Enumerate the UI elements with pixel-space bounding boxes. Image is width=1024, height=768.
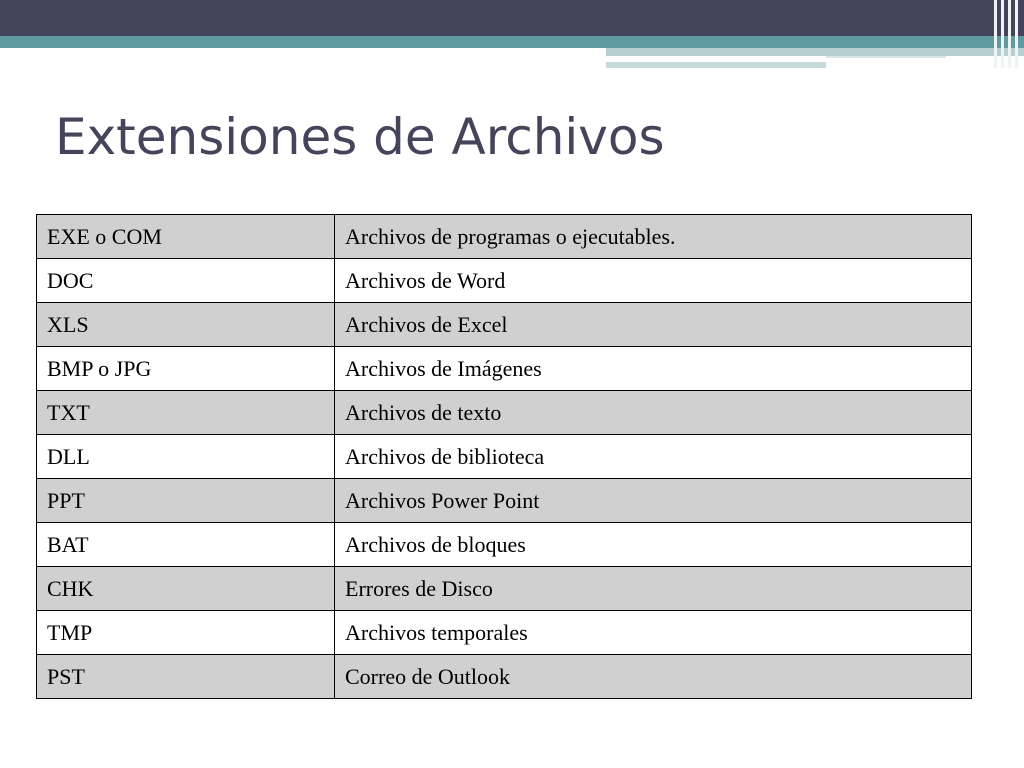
extension-cell: XLS [37, 303, 335, 347]
extension-cell: EXE o COM [37, 215, 335, 259]
decorative-stripe [994, 0, 997, 68]
table-row [37, 523, 972, 567]
description-cell: Archivos de Word [335, 259, 972, 303]
accent-bar-light [606, 48, 1024, 56]
description-cell: Errores de Disco [335, 567, 972, 611]
decorative-stripe [1008, 0, 1011, 68]
table-row [37, 303, 972, 347]
table-row [37, 215, 972, 259]
table-row [37, 259, 972, 303]
accent-bar [0, 36, 1024, 48]
decorative-stripe [1015, 0, 1018, 68]
extension-cell: PPT [37, 479, 335, 523]
table-row [37, 391, 972, 435]
table-row [37, 479, 972, 523]
table-row [37, 567, 972, 611]
table-row [37, 611, 972, 655]
accent-bar-lighter [606, 62, 826, 68]
extension-cell: DOC [37, 259, 335, 303]
table-row [37, 347, 972, 391]
description-cell: Archivos de programas o ejecutables. [335, 215, 972, 259]
slide-title: Extensiones de Archivos [55, 108, 665, 166]
description-cell: Archivos de Excel [335, 303, 972, 347]
extension-cell: BAT [37, 523, 335, 567]
extension-cell: TXT [37, 391, 335, 435]
extension-cell: DLL [37, 435, 335, 479]
decorative-stripe [1001, 0, 1004, 68]
description-cell: Archivos de Imágenes [335, 347, 972, 391]
extension-cell: CHK [37, 567, 335, 611]
description-cell: Archivos de bloques [335, 523, 972, 567]
table-row [37, 435, 972, 479]
table-row [37, 655, 972, 699]
description-cell: Archivos temporales [335, 611, 972, 655]
accent-line [826, 56, 946, 58]
description-cell: Archivos de biblioteca [335, 435, 972, 479]
extension-cell: TMP [37, 611, 335, 655]
description-cell: Archivos de texto [335, 391, 972, 435]
header-band [0, 0, 1024, 36]
description-cell: Correo de Outlook [335, 655, 972, 699]
description-cell: Archivos Power Point [335, 479, 972, 523]
extensions-table [36, 214, 972, 699]
extension-cell: PST [37, 655, 335, 699]
extension-cell: BMP o JPG [37, 347, 335, 391]
